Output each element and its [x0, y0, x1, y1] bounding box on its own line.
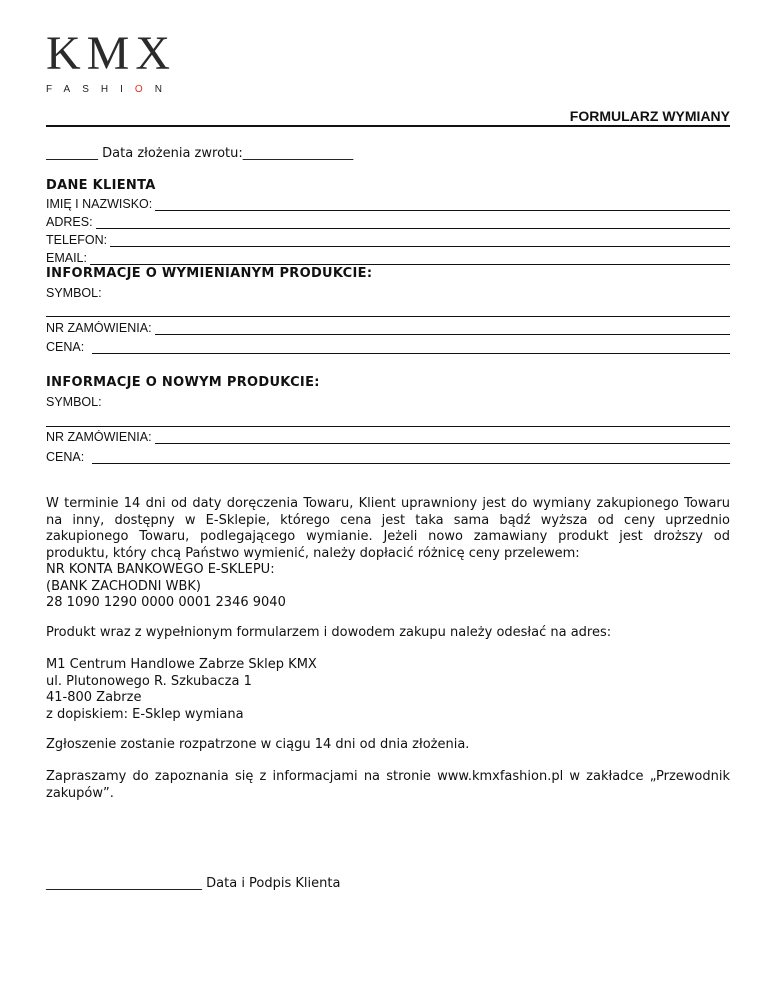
email-field[interactable]: EMAIL: [46, 251, 730, 265]
logo-wordmark: KMX [46, 27, 177, 80]
logo-subtitle: FASHION [46, 84, 174, 95]
title-divider [46, 125, 730, 127]
exchanged-symbol-field[interactable] [46, 316, 730, 317]
address-line-4: z dopiskiem: E-Sklep wymiana [46, 706, 244, 722]
new-symbol-label: SYMBOL: [46, 395, 102, 409]
new-symbol-field[interactable] [46, 426, 730, 427]
new-price-field[interactable]: CENA: [46, 450, 730, 464]
invitation-text: Zapraszamy do zapoznania się z informacjami na stronie www.kmxfashion.pl w zakładce „Przewodnik zakupów”. [46, 769, 730, 801]
exchanged-symbol-label: SYMBOL: [46, 286, 102, 300]
processing-note: Zgłoszenie zostanie rozpatrzone w ciągu 14 dni od dnia złożenia. [46, 737, 470, 752]
address-line-1: M1 Centrum Handlowe Zabrze Sklep KMX [46, 657, 317, 672]
bank-name: (BANK ZACHODNI WBK) [46, 578, 201, 594]
name-field[interactable]: IMIĘ I NAZWISKO: [46, 197, 730, 211]
bank-account-block [46, 562, 730, 612]
exchanged-product-heading: INFORMACJE O WYMIENIANYM PRODUKCIE: [46, 266, 373, 281]
kmx-logo [46, 27, 206, 95]
return-address [46, 657, 730, 723]
return-date-label: Data złożenia zwrotu: [102, 146, 243, 161]
address-field[interactable]: ADRES: [46, 215, 730, 229]
terms-paragraph: W terminie 14 dni od daty doręczenia Towaru, Klient uprawniony jest do wymiany zakupionego Towaru na inny, dostępny w E-Sklepie, którego cena jest taka sama bądź wyższa od ceny uprzednio zakupionego Towaru, podlegającego wymianie. Jeżeli nowo zamawiany produkt jest droższy od produktu, który chcą Państwo wymienić, należy dopłacić różnicę ceny przelewem: [46, 496, 730, 561]
address-line-3: 41-800 Zabrze [46, 690, 142, 705]
phone-field[interactable]: TELEFON: [46, 233, 730, 247]
address-line-2: ul. Plutonowego R. Szkubacza 1 [46, 673, 252, 689]
bank-account-number: 28 1090 1290 0000 0001 2346 9040 [46, 595, 286, 610]
form-title: FORMULARZ WYMIANY [569, 108, 730, 124]
bank-account-label: NR KONTA BANKOWEGO E-SKLEPU: [46, 562, 275, 577]
exchanged-order-field[interactable]: NR ZAMÓWIENIA: [46, 321, 730, 335]
return-date-line: ________ Data złożenia zwrotu:_________________ [46, 146, 354, 161]
client-heading: DANE KLIENTA [46, 178, 156, 193]
signature-line[interactable]: ________________________ Data i Podpis Klienta [46, 876, 341, 891]
new-product-heading: INFORMACJE O NOWYM PRODUKCIE: [46, 375, 320, 390]
exchanged-price-field[interactable]: CENA: [46, 340, 730, 354]
send-instructions: Produkt wraz z wypełnionym formularzem i dowodem zakupu należy odesłać na adres: [46, 625, 612, 640]
new-order-field[interactable]: NR ZAMÓWIENIA: [46, 430, 730, 444]
signature-label: Data i Podpis Klienta [206, 876, 341, 891]
